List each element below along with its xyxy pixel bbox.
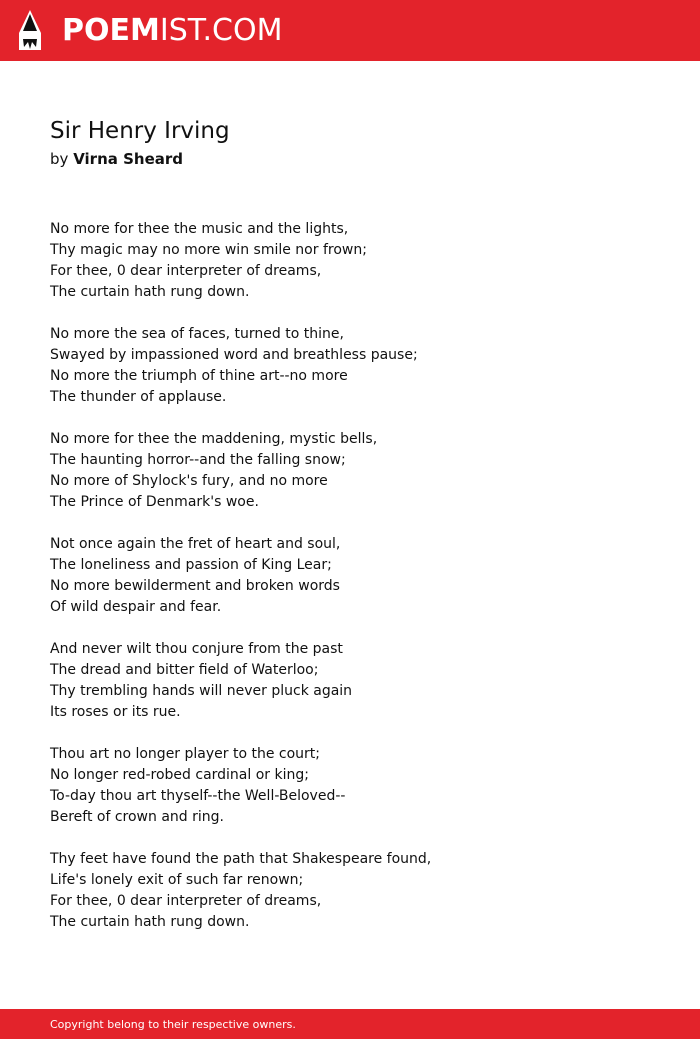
poem-line: No more of Shylock's fury, and no more — [50, 473, 328, 489]
poem-line: Thy feet have found the path that Shakespeare found, — [50, 851, 432, 867]
poem-line: The haunting horror--and the falling snow; — [50, 452, 346, 468]
pen-nib-icon[interactable] — [17, 9, 43, 51]
poem-line: No more for thee the music and the lights, — [50, 221, 349, 237]
poem-line: Of wild despair and fear. — [50, 599, 222, 615]
stanza — [50, 534, 650, 618]
poem-line: The curtain hath rung down. — [50, 284, 250, 300]
stanza — [50, 219, 650, 303]
poem-line: The dread and bitter field of Waterloo; — [50, 662, 319, 678]
brand-light: IST.COM — [159, 13, 283, 48]
poem-line: The loneliness and passion of King Lear; — [50, 557, 332, 573]
poem-line: For thee, 0 dear interpreter of dreams, — [50, 263, 322, 279]
site-logo[interactable] — [62, 13, 282, 49]
poem-line: And never wilt thou conjure from the past — [50, 641, 343, 657]
poem-line: No more for thee the maddening, mystic bells, — [50, 431, 378, 447]
poem-line: Thou art no longer player to the court; — [50, 746, 320, 762]
poem-line: The Prince of Denmark's woe. — [50, 494, 259, 510]
poem-line: No more bewilderment and broken words — [50, 578, 340, 594]
stanza — [50, 849, 650, 933]
author-name: Virna Sheard — [73, 150, 184, 168]
copyright-text: Copyright belong to their respective owners. — [50, 1018, 296, 1031]
byline — [50, 149, 183, 169]
poem-line: Thy trembling hands will never pluck again — [50, 683, 353, 699]
poem-line: The curtain hath rung down. — [50, 914, 250, 930]
poem-line: Bereft of crown and ring. — [50, 809, 224, 825]
poem-line: To-day thou art thyself--the Well-Beloved-- — [50, 788, 346, 804]
poem-title: Sir Henry Irving — [50, 118, 230, 144]
poem-line: No more the triumph of thine art--no more — [50, 368, 348, 384]
poem-line: For thee, 0 dear interpreter of dreams, — [50, 893, 322, 909]
poem-line: Not once again the fret of heart and soul, — [50, 536, 341, 552]
brand-bold: POEM — [62, 13, 160, 48]
site-footer — [0, 1009, 700, 1039]
poem-line: Swayed by impassioned word and breathless pause; — [50, 347, 418, 363]
poem-body — [50, 219, 650, 954]
poem-line: Thy magic may no more win smile nor frown; — [50, 242, 367, 258]
stanza — [50, 429, 650, 513]
poem-line: Its roses or its rue. — [50, 704, 181, 720]
by-label: by — [50, 150, 69, 168]
stanza — [50, 324, 650, 408]
poem-line: The thunder of applause. — [50, 389, 227, 405]
poem-line: No more the sea of faces, turned to thine, — [50, 326, 344, 342]
stanza — [50, 744, 650, 828]
stanza — [50, 639, 650, 723]
site-header — [0, 0, 700, 61]
poem-line: Life's lonely exit of such far renown; — [50, 872, 304, 888]
poem-line: No longer red-robed cardinal or king; — [50, 767, 309, 783]
